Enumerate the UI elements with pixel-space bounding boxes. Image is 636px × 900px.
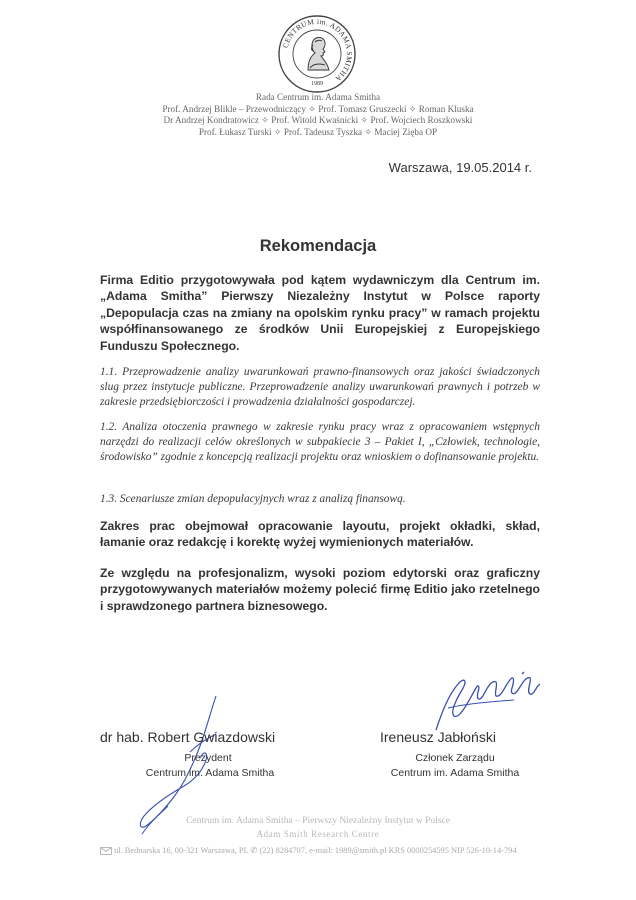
footer-institute-name: Centrum im. Adama Smitha – Pierwszy Niezależny Instytut w Polsce: [186, 816, 450, 826]
scope-paragraph: Zakres prac obejmował opracowanie layoutu, projekt okładki, skład, łamanie oraz redakcję i korektę wyżej wymienionych materiałów.: [100, 519, 540, 550]
signatory-right-role: Członek Zarządu: [415, 752, 495, 764]
logo-year: 1989: [311, 81, 323, 87]
footer-contact: [100, 845, 517, 855]
council-line: Dr Andrzej Kondratowicz ✧ Prof. Witold Kwaśnicki ✧ Prof. Wojciech Roszkowski: [163, 115, 473, 126]
signatory-left-name: dr hab. Robert Gwiazdowski: [100, 729, 276, 745]
council-line: Prof. Andrzej Blikle – Przewodniczący ✧ Prof. Tomasz Gruszecki ✧ Roman Kluska: [162, 103, 474, 114]
footer-english-name: Adam Smith Research Centre: [256, 829, 380, 839]
closing-paragraph: Ze względu na profesjonalizm, wysoki poziom edytorski oraz graficzny przygotowywanych materiałów możemy polecić firmę Editio jako rzetelnego i sprawdzonego partnera biznesowego.: [100, 566, 540, 613]
council-list: [0, 92, 636, 138]
portrait-icon: [308, 37, 329, 70]
signatory-right-organization: Centrum im. Adama Smitha: [390, 767, 520, 779]
jablonski-signature: [418, 664, 558, 734]
council-heading: Rada Centrum im. Adama Smitha: [255, 92, 381, 102]
signatory-right-name: Ireneusz Jabłoński: [380, 729, 496, 745]
envelope-icon: [100, 847, 112, 855]
letter-date: Warszawa, 19.05.2014 r.: [388, 160, 532, 175]
signatory-left-role: Prezydent: [184, 752, 232, 764]
task-item: 1.1. Przeprowadzenie analizy uwarunkowań prawno-finansowych oraz jakości świadczonych slug przez instytucje publiczne. Przeprowadzenie analizy uwarunkowań prawnych i potrzeb w zakresie przedsiębiorczości i prowadzenia działalności gospodarczej.: [100, 366, 540, 408]
task-item: 1.3. Scenariusze zmian depopulacyjnych wraz z analizą finansową.: [100, 493, 406, 505]
letter-title: Rekomendacja: [259, 237, 377, 255]
task-item: 1.2. Analiza otoczenia prawnego w zakresie rynku pracy wraz z opracowaniem wstępnych narzędzi do realizacji celów określonych w subpakiecie 3 – Pakiet I, „Człowiek, technologie, środowisko” zgodnie z koncepcją realizacji projektu oraz wnioskiem o dofinansowanie projektu.: [100, 421, 540, 463]
signatory-left-organization: Centrum im. Adama Smitha: [145, 767, 275, 779]
footer-contact-text: ul. Bednarska 16, 00-321 Warszawa, PL ✆ (22) 8284707, e-mail: 1989@smith.pl KRS 0000254595 NIP 526-10-14-794: [114, 846, 517, 855]
intro-paragraph: Firma Editio przygotowywała pod kątem wydawniczym dla Centrum im. „Adama Smitha” Pierwszy Niezależny Instytut w Polsce raporty „Depopulacja czas na zmiany na opolskim rynku pracy” w ramach projektu współfinansowanego ze środków Unii Europejskiej z Europejskiego Funduszu Społecznego.: [100, 273, 540, 353]
adam-smith-centre-logo: [277, 14, 357, 94]
logo-ring-text: CENTRUM im. ADAMA SMITHA: [280, 16, 355, 84]
council-line: Prof. Łukasz Turski ✧ Prof. Tadeusz Tyszka ✧ Maciej Zięba OP: [198, 126, 438, 137]
